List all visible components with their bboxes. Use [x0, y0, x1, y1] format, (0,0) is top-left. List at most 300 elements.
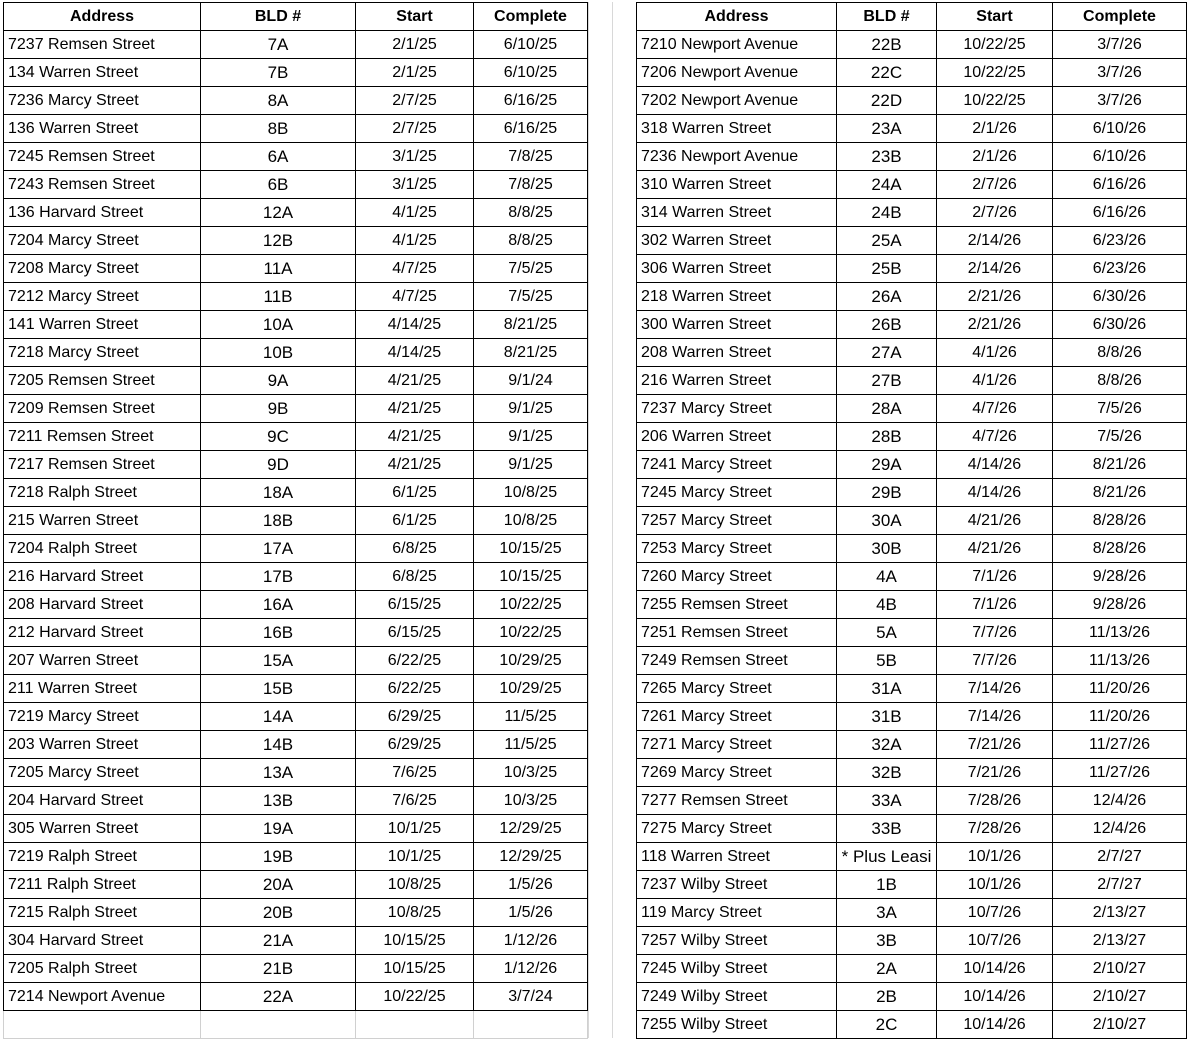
bld-cell[interactable]: 9C: [201, 423, 356, 451]
start-cell[interactable]: 4/21/25: [356, 423, 474, 451]
address-cell[interactable]: 7257 Wilby Street: [637, 927, 837, 955]
bld-cell[interactable]: 5A: [837, 619, 937, 647]
complete-cell[interactable]: 6/16/25: [474, 115, 588, 143]
start-cell[interactable]: 4/21/26: [937, 535, 1053, 563]
complete-cell[interactable]: 7/5/25: [474, 255, 588, 283]
start-cell[interactable]: 2/1/25: [356, 59, 474, 87]
address-cell[interactable]: 7243 Remsen Street: [4, 171, 201, 199]
complete-cell[interactable]: 12/4/26: [1053, 787, 1187, 815]
bld-cell[interactable]: 3B: [837, 927, 937, 955]
address-cell[interactable]: 7204 Marcy Street: [4, 227, 201, 255]
start-cell[interactable]: 7/21/26: [937, 731, 1053, 759]
bld-cell[interactable]: 22A: [201, 983, 356, 1011]
start-cell[interactable]: 10/7/26: [937, 899, 1053, 927]
bld-cell[interactable]: 19A: [201, 815, 356, 843]
complete-cell[interactable]: 8/8/25: [474, 227, 588, 255]
bld-cell[interactable]: 25B: [837, 255, 937, 283]
header-address[interactable]: Address: [4, 3, 201, 31]
start-cell[interactable]: 6/22/25: [356, 675, 474, 703]
start-cell[interactable]: 4/7/26: [937, 423, 1053, 451]
start-cell[interactable]: 10/1/25: [356, 815, 474, 843]
start-cell[interactable]: 10/1/26: [937, 871, 1053, 899]
complete-cell[interactable]: 7/8/25: [474, 143, 588, 171]
address-cell[interactable]: 7277 Remsen Street: [637, 787, 837, 815]
complete-cell[interactable]: 11/27/26: [1053, 759, 1187, 787]
address-cell[interactable]: 215 Warren Street: [4, 507, 201, 535]
start-cell[interactable]: 10/14/26: [937, 955, 1053, 983]
start-cell[interactable]: 6/15/25: [356, 619, 474, 647]
start-cell[interactable]: 10/22/25: [937, 59, 1053, 87]
bld-cell[interactable]: 10A: [201, 311, 356, 339]
start-cell[interactable]: 10/14/26: [937, 1011, 1053, 1039]
bld-cell[interactable]: 18B: [201, 507, 356, 535]
bld-cell[interactable]: 33A: [837, 787, 937, 815]
bld-cell[interactable]: 20B: [201, 899, 356, 927]
start-cell[interactable]: 4/1/25: [356, 199, 474, 227]
address-cell[interactable]: 134 Warren Street: [4, 59, 201, 87]
bld-cell[interactable]: 26A: [837, 283, 937, 311]
address-cell[interactable]: 7210 Newport Avenue: [637, 31, 837, 59]
address-cell[interactable]: 300 Warren Street: [637, 311, 837, 339]
bld-cell[interactable]: 29A: [837, 451, 937, 479]
start-cell[interactable]: 2/7/26: [937, 171, 1053, 199]
complete-cell[interactable]: 10/29/25: [474, 647, 588, 675]
header-address[interactable]: Address: [637, 3, 837, 31]
start-cell[interactable]: 4/14/26: [937, 451, 1053, 479]
start-cell[interactable]: 6/22/25: [356, 647, 474, 675]
bld-cell[interactable]: 31A: [837, 675, 937, 703]
complete-cell[interactable]: 2/13/27: [1053, 899, 1187, 927]
start-cell[interactable]: 4/7/26: [937, 395, 1053, 423]
complete-cell[interactable]: 8/21/25: [474, 311, 588, 339]
complete-cell[interactable]: 2/7/27: [1053, 871, 1187, 899]
complete-cell[interactable]: 11/13/26: [1053, 619, 1187, 647]
bld-cell[interactable]: 21A: [201, 927, 356, 955]
complete-cell[interactable]: 11/13/26: [1053, 647, 1187, 675]
start-cell[interactable]: 10/22/25: [356, 983, 474, 1011]
start-cell[interactable]: 10/7/26: [937, 927, 1053, 955]
complete-cell[interactable]: 11/20/26: [1053, 675, 1187, 703]
bld-cell[interactable]: 11A: [201, 255, 356, 283]
start-cell[interactable]: 6/15/25: [356, 591, 474, 619]
address-cell[interactable]: 7205 Remsen Street: [4, 367, 201, 395]
bld-cell[interactable]: 25A: [837, 227, 937, 255]
start-cell[interactable]: 10/14/26: [937, 983, 1053, 1011]
bld-cell[interactable]: 2A: [837, 955, 937, 983]
start-cell[interactable]: 6/29/25: [356, 703, 474, 731]
address-cell[interactable]: 218 Warren Street: [637, 283, 837, 311]
complete-cell[interactable]: 9/28/26: [1053, 591, 1187, 619]
bld-cell[interactable]: 32B: [837, 759, 937, 787]
complete-cell[interactable]: 3/7/26: [1053, 87, 1187, 115]
complete-cell[interactable]: 7/8/25: [474, 171, 588, 199]
address-cell[interactable]: 141 Warren Street: [4, 311, 201, 339]
address-cell[interactable]: 7208 Marcy Street: [4, 255, 201, 283]
address-cell[interactable]: 7205 Marcy Street: [4, 759, 201, 787]
address-cell[interactable]: 7236 Marcy Street: [4, 87, 201, 115]
start-cell[interactable]: 7/28/26: [937, 787, 1053, 815]
complete-cell[interactable]: 6/10/26: [1053, 115, 1187, 143]
address-cell[interactable]: 212 Harvard Street: [4, 619, 201, 647]
bld-cell[interactable]: 17B: [201, 563, 356, 591]
bld-cell[interactable]: 26B: [837, 311, 937, 339]
header-row: [637, 3, 1187, 31]
bld-cell[interactable]: 13B: [201, 787, 356, 815]
bld-cell[interactable]: 31B: [837, 703, 937, 731]
address-cell[interactable]: 7255 Remsen Street: [637, 591, 837, 619]
bld-cell[interactable]: 6B: [201, 171, 356, 199]
start-cell[interactable]: 4/1/25: [356, 227, 474, 255]
bld-cell[interactable]: 22C: [837, 59, 937, 87]
address-cell[interactable]: 206 Warren Street: [637, 423, 837, 451]
start-cell[interactable]: 4/1/26: [937, 339, 1053, 367]
start-cell[interactable]: 7/6/25: [356, 759, 474, 787]
address-cell[interactable]: 204 Harvard Street: [4, 787, 201, 815]
complete-cell[interactable]: 8/8/26: [1053, 339, 1187, 367]
complete-cell[interactable]: 2/10/27: [1053, 1011, 1187, 1039]
empty-cell[interactable]: [474, 1011, 588, 1039]
bld-cell[interactable]: 6A: [201, 143, 356, 171]
complete-cell[interactable]: 10/3/25: [474, 759, 588, 787]
start-cell[interactable]: 4/21/25: [356, 451, 474, 479]
address-cell[interactable]: 305 Warren Street: [4, 815, 201, 843]
complete-cell[interactable]: 9/1/25: [474, 395, 588, 423]
address-cell[interactable]: 7204 Ralph Street: [4, 535, 201, 563]
bld-cell[interactable]: 15A: [201, 647, 356, 675]
address-cell[interactable]: 7217 Remsen Street: [4, 451, 201, 479]
complete-cell[interactable]: 7/5/26: [1053, 423, 1187, 451]
complete-cell[interactable]: 8/8/25: [474, 199, 588, 227]
header-start[interactable]: Start: [356, 3, 474, 31]
start-cell[interactable]: 10/8/25: [356, 871, 474, 899]
bld-cell[interactable]: 30A: [837, 507, 937, 535]
complete-cell[interactable]: 10/15/25: [474, 563, 588, 591]
address-cell[interactable]: 203 Warren Street: [4, 731, 201, 759]
address-cell[interactable]: 7255 Wilby Street: [637, 1011, 837, 1039]
bld-cell[interactable]: 17A: [201, 535, 356, 563]
complete-cell[interactable]: 6/10/25: [474, 59, 588, 87]
complete-cell[interactable]: 12/4/26: [1053, 815, 1187, 843]
address-cell[interactable]: 7236 Newport Avenue: [637, 143, 837, 171]
bld-cell[interactable]: 7B: [201, 59, 356, 87]
address-cell[interactable]: 7237 Remsen Street: [4, 31, 201, 59]
bld-cell[interactable]: 27A: [837, 339, 937, 367]
complete-cell[interactable]: 1/5/26: [474, 871, 588, 899]
address-cell[interactable]: 7260 Marcy Street: [637, 563, 837, 591]
address-cell[interactable]: 7241 Marcy Street: [637, 451, 837, 479]
bld-cell[interactable]: 4B: [837, 591, 937, 619]
bld-cell[interactable]: 15B: [201, 675, 356, 703]
complete-cell[interactable]: 11/5/25: [474, 703, 588, 731]
bld-cell[interactable]: 13A: [201, 759, 356, 787]
complete-cell[interactable]: 11/20/26: [1053, 703, 1187, 731]
address-cell[interactable]: 7211 Remsen Street: [4, 423, 201, 451]
complete-cell[interactable]: 10/8/25: [474, 479, 588, 507]
complete-cell[interactable]: 10/3/25: [474, 787, 588, 815]
bld-cell[interactable]: 27B: [837, 367, 937, 395]
address-cell[interactable]: 7249 Wilby Street: [637, 983, 837, 1011]
complete-cell[interactable]: 8/21/26: [1053, 451, 1187, 479]
bld-cell[interactable]: 5B: [837, 647, 937, 675]
address-cell[interactable]: 208 Harvard Street: [4, 591, 201, 619]
start-cell[interactable]: 10/22/25: [937, 31, 1053, 59]
complete-cell[interactable]: 6/16/26: [1053, 171, 1187, 199]
bld-cell[interactable]: 8A: [201, 87, 356, 115]
bld-cell[interactable]: 1B: [837, 871, 937, 899]
start-cell[interactable]: 10/8/25: [356, 899, 474, 927]
start-cell[interactable]: 2/21/26: [937, 283, 1053, 311]
table-row: [4, 927, 588, 955]
start-cell[interactable]: 2/21/26: [937, 311, 1053, 339]
address-cell[interactable]: 7209 Remsen Street: [4, 395, 201, 423]
bld-cell[interactable]: 20A: [201, 871, 356, 899]
start-cell[interactable]: 2/1/26: [937, 143, 1053, 171]
complete-cell[interactable]: 10/8/25: [474, 507, 588, 535]
bld-cell[interactable]: 8B: [201, 115, 356, 143]
start-cell[interactable]: 4/14/26: [937, 479, 1053, 507]
start-cell[interactable]: 7/1/26: [937, 591, 1053, 619]
start-cell[interactable]: 2/1/26: [937, 115, 1053, 143]
address-cell[interactable]: 211 Warren Street: [4, 675, 201, 703]
address-cell[interactable]: 7215 Ralph Street: [4, 899, 201, 927]
complete-cell[interactable]: 10/22/25: [474, 591, 588, 619]
complete-cell[interactable]: 10/15/25: [474, 535, 588, 563]
start-cell[interactable]: 6/1/25: [356, 479, 474, 507]
complete-cell[interactable]: 6/23/26: [1053, 227, 1187, 255]
address-cell[interactable]: 7275 Marcy Street: [637, 815, 837, 843]
start-cell[interactable]: 7/21/26: [937, 759, 1053, 787]
address-cell[interactable]: 7271 Marcy Street: [637, 731, 837, 759]
start-cell[interactable]: 4/1/26: [937, 367, 1053, 395]
start-cell[interactable]: 7/28/26: [937, 815, 1053, 843]
bld-cell[interactable]: 12B: [201, 227, 356, 255]
address-cell[interactable]: 7218 Marcy Street: [4, 339, 201, 367]
start-cell[interactable]: 6/8/25: [356, 563, 474, 591]
address-cell[interactable]: 119 Marcy Street: [637, 899, 837, 927]
address-cell[interactable]: 136 Warren Street: [4, 115, 201, 143]
bld-cell[interactable]: 3A: [837, 899, 937, 927]
address-cell[interactable]: 7269 Marcy Street: [637, 759, 837, 787]
complete-cell[interactable]: 6/23/26: [1053, 255, 1187, 283]
complete-cell[interactable]: 2/10/27: [1053, 955, 1187, 983]
bld-cell[interactable]: 7A: [201, 31, 356, 59]
start-cell[interactable]: 6/8/25: [356, 535, 474, 563]
header-complete[interactable]: Complete: [1053, 3, 1187, 31]
complete-cell[interactable]: 6/30/26: [1053, 283, 1187, 311]
address-cell[interactable]: 208 Warren Street: [637, 339, 837, 367]
bld-cell[interactable]: 2C: [837, 1011, 937, 1039]
start-cell[interactable]: 7/14/26: [937, 675, 1053, 703]
address-cell[interactable]: 7202 Newport Avenue: [637, 87, 837, 115]
header-bld[interactable]: BLD #: [837, 3, 937, 31]
start-cell[interactable]: 4/14/25: [356, 339, 474, 367]
address-cell[interactable]: 7205 Ralph Street: [4, 955, 201, 983]
complete-cell[interactable]: 6/10/25: [474, 31, 588, 59]
start-cell[interactable]: 7/7/26: [937, 619, 1053, 647]
complete-cell[interactable]: 2/7/27: [1053, 843, 1187, 871]
address-cell[interactable]: 207 Warren Street: [4, 647, 201, 675]
bld-cell[interactable]: 14B: [201, 731, 356, 759]
address-cell[interactable]: 7265 Marcy Street: [637, 675, 837, 703]
address-cell[interactable]: 7245 Remsen Street: [4, 143, 201, 171]
address-cell[interactable]: 7206 Newport Avenue: [637, 59, 837, 87]
complete-cell[interactable]: 6/16/25: [474, 87, 588, 115]
complete-cell[interactable]: 8/28/26: [1053, 535, 1187, 563]
complete-cell[interactable]: 3/7/26: [1053, 31, 1187, 59]
complete-cell[interactable]: 9/1/24: [474, 367, 588, 395]
bld-cell[interactable]: 28A: [837, 395, 937, 423]
address-cell[interactable]: 310 Warren Street: [637, 171, 837, 199]
address-cell[interactable]: 7245 Marcy Street: [637, 479, 837, 507]
start-cell[interactable]: 6/29/25: [356, 731, 474, 759]
complete-cell[interactable]: 7/5/26: [1053, 395, 1187, 423]
bld-cell[interactable]: 10B: [201, 339, 356, 367]
start-cell[interactable]: 10/1/25: [356, 843, 474, 871]
bld-cell[interactable]: 19B: [201, 843, 356, 871]
start-cell[interactable]: 7/14/26: [937, 703, 1053, 731]
bld-cell[interactable]: 9A: [201, 367, 356, 395]
complete-cell[interactable]: 8/8/26: [1053, 367, 1187, 395]
bld-cell[interactable]: 32A: [837, 731, 937, 759]
table-row: [637, 311, 1187, 339]
bld-cell[interactable]: 14A: [201, 703, 356, 731]
address-cell[interactable]: 7237 Marcy Street: [637, 395, 837, 423]
start-cell[interactable]: 2/7/26: [937, 199, 1053, 227]
start-cell[interactable]: 6/1/25: [356, 507, 474, 535]
address-cell[interactable]: 306 Warren Street: [637, 255, 837, 283]
start-cell[interactable]: 3/1/25: [356, 143, 474, 171]
complete-cell[interactable]: 11/5/25: [474, 731, 588, 759]
address-cell[interactable]: 318 Warren Street: [637, 115, 837, 143]
complete-cell[interactable]: 10/29/25: [474, 675, 588, 703]
bld-cell[interactable]: 29B: [837, 479, 937, 507]
address-cell[interactable]: 7257 Marcy Street: [637, 507, 837, 535]
bld-cell[interactable]: 11B: [201, 283, 356, 311]
bld-cell[interactable]: 21B: [201, 955, 356, 983]
start-cell[interactable]: 7/7/26: [937, 647, 1053, 675]
bld-cell[interactable]: 4A: [837, 563, 937, 591]
complete-cell[interactable]: 1/5/26: [474, 899, 588, 927]
start-cell[interactable]: 2/14/26: [937, 255, 1053, 283]
address-cell[interactable]: 304 Harvard Street: [4, 927, 201, 955]
complete-cell[interactable]: 8/21/25: [474, 339, 588, 367]
complete-cell[interactable]: 6/30/26: [1053, 311, 1187, 339]
bld-cell[interactable]: 23A: [837, 115, 937, 143]
address-cell[interactable]: 216 Warren Street: [637, 367, 837, 395]
address-cell[interactable]: 7253 Marcy Street: [637, 535, 837, 563]
bld-cell[interactable]: 22D: [837, 87, 937, 115]
complete-cell[interactable]: 1/12/26: [474, 927, 588, 955]
address-cell[interactable]: 7218 Ralph Street: [4, 479, 201, 507]
complete-cell[interactable]: 9/1/25: [474, 451, 588, 479]
start-cell[interactable]: 10/22/25: [937, 87, 1053, 115]
address-cell[interactable]: 7211 Ralph Street: [4, 871, 201, 899]
bld-cell[interactable]: 23B: [837, 143, 937, 171]
start-cell[interactable]: 2/7/25: [356, 115, 474, 143]
address-cell[interactable]: 7219 Marcy Street: [4, 703, 201, 731]
start-cell[interactable]: 2/7/25: [356, 87, 474, 115]
header-bld[interactable]: BLD #: [201, 3, 356, 31]
start-cell[interactable]: 4/7/25: [356, 283, 474, 311]
complete-cell[interactable]: 6/10/26: [1053, 143, 1187, 171]
address-cell[interactable]: 302 Warren Street: [637, 227, 837, 255]
complete-cell[interactable]: 3/7/26: [1053, 59, 1187, 87]
address-cell[interactable]: 7214 Newport Avenue: [4, 983, 201, 1011]
complete-cell[interactable]: 12/29/25: [474, 843, 588, 871]
start-cell[interactable]: 3/1/25: [356, 171, 474, 199]
address-cell[interactable]: 118 Warren Street: [637, 843, 837, 871]
complete-cell[interactable]: 9/28/26: [1053, 563, 1187, 591]
address-cell[interactable]: 136 Harvard Street: [4, 199, 201, 227]
header-complete[interactable]: Complete: [474, 3, 588, 31]
address-cell[interactable]: 7245 Wilby Street: [637, 955, 837, 983]
complete-cell[interactable]: 3/7/24: [474, 983, 588, 1011]
bld-cell[interactable]: 9B: [201, 395, 356, 423]
start-cell[interactable]: 2/1/25: [356, 31, 474, 59]
empty-cell[interactable]: [4, 1011, 201, 1039]
complete-cell[interactable]: 8/28/26: [1053, 507, 1187, 535]
bld-cell[interactable]: 33B: [837, 815, 937, 843]
address-cell[interactable]: 314 Warren Street: [637, 199, 837, 227]
bld-cell[interactable]: 28B: [837, 423, 937, 451]
start-cell[interactable]: 7/1/26: [937, 563, 1053, 591]
start-cell[interactable]: 4/7/25: [356, 255, 474, 283]
start-cell[interactable]: 10/15/25: [356, 955, 474, 983]
complete-cell[interactable]: 8/21/26: [1053, 479, 1187, 507]
empty-cell[interactable]: [201, 1011, 356, 1039]
complete-cell[interactable]: 6/16/26: [1053, 199, 1187, 227]
complete-cell[interactable]: 12/29/25: [474, 815, 588, 843]
table-row: [637, 87, 1187, 115]
start-cell[interactable]: 4/14/25: [356, 311, 474, 339]
bld-cell[interactable]: 18A: [201, 479, 356, 507]
bld-cell[interactable]: 24B: [837, 199, 937, 227]
address-cell[interactable]: 216 Harvard Street: [4, 563, 201, 591]
complete-cell[interactable]: 1/12/26: [474, 955, 588, 983]
bld-cell[interactable]: 30B: [837, 535, 937, 563]
start-cell[interactable]: 4/21/25: [356, 395, 474, 423]
start-cell[interactable]: 4/21/25: [356, 367, 474, 395]
start-cell[interactable]: 2/14/26: [937, 227, 1053, 255]
bld-cell[interactable]: 16A: [201, 591, 356, 619]
address-cell[interactable]: 7261 Marcy Street: [637, 703, 837, 731]
bld-cell[interactable]: 16B: [201, 619, 356, 647]
complete-cell[interactable]: 9/1/25: [474, 423, 588, 451]
header-start[interactable]: Start: [937, 3, 1053, 31]
address-cell[interactable]: 7249 Remsen Street: [637, 647, 837, 675]
address-cell[interactable]: 7212 Marcy Street: [4, 283, 201, 311]
complete-cell[interactable]: 2/10/27: [1053, 983, 1187, 1011]
bld-cell[interactable]: 12A: [201, 199, 356, 227]
start-cell[interactable]: 10/1/26: [937, 843, 1053, 871]
complete-cell[interactable]: 11/27/26: [1053, 731, 1187, 759]
bld-cell[interactable]: 24A: [837, 171, 937, 199]
address-cell[interactable]: 7219 Ralph Street: [4, 843, 201, 871]
bld-cell[interactable]: * Plus Leasi: [837, 843, 937, 871]
bld-cell[interactable]: 9D: [201, 451, 356, 479]
empty-cell[interactable]: [356, 1011, 474, 1039]
start-cell[interactable]: 4/21/26: [937, 507, 1053, 535]
start-cell[interactable]: 7/6/25: [356, 787, 474, 815]
complete-cell[interactable]: 10/22/25: [474, 619, 588, 647]
address-cell[interactable]: 7237 Wilby Street: [637, 871, 837, 899]
complete-cell[interactable]: 2/13/27: [1053, 927, 1187, 955]
address-cell[interactable]: 7251 Remsen Street: [637, 619, 837, 647]
complete-cell[interactable]: 7/5/25: [474, 283, 588, 311]
bld-cell[interactable]: 2B: [837, 983, 937, 1011]
start-cell[interactable]: 10/15/25: [356, 927, 474, 955]
bld-cell[interactable]: 22B: [837, 31, 937, 59]
